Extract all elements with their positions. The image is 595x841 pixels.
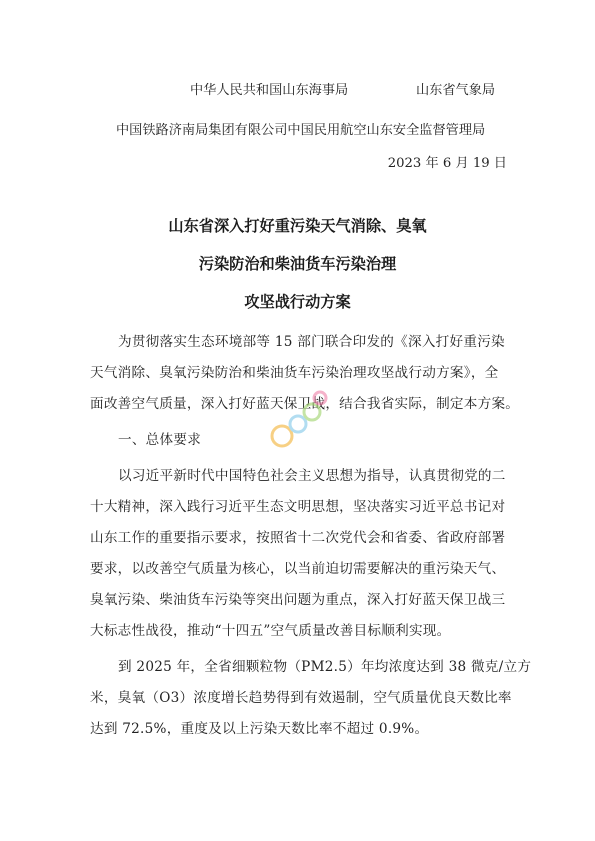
- document-title-line-3: 攻坚战行动方案: [244, 293, 351, 311]
- paragraph-target-line: 到 2025 年，全省细颗粒物（PM2.5）年均浓度达到 38 微克/立方: [118, 659, 532, 675]
- paragraph-target-line: 米，臭氧（O3）浓度增长趋势得到有效遏制，空气质量优良天数比率: [90, 690, 512, 706]
- paragraph-intro-line: 为贯彻落实生态环境部等 15 部门联合印发的《深入打好重污染: [118, 334, 505, 350]
- section-heading: 一、总体要求: [118, 432, 202, 448]
- issuing-agency-railway-aviation: 中国铁路济南局集团有限公司中国民用航空山东安全监督管理局: [116, 123, 486, 138]
- paragraph-guideline-line: 大标志性战役，推动“十四五”空气质量改善目标顺利实现。: [90, 623, 451, 639]
- issuing-agency-msa: 中华人民共和国山东海事局: [190, 83, 349, 98]
- paragraph-intro-line: 天气消除、臭氧污染防治和柴油货车污染治理攻坚战行动方案》，全: [90, 365, 499, 381]
- document-title-line-1: 山东省深入打好重污染天气消除、臭氧: [168, 217, 427, 235]
- issuing-agency-meteorological: 山东省气象局: [416, 83, 496, 98]
- paragraph-intro-line: 面改善空气质量，深入打好蓝天保卫战，结合我省实际，制定本方案。: [90, 396, 520, 412]
- paragraph-guideline-line: 臭氧污染、柴油货车污染等突出问题为重点，深入打好蓝天保卫战三: [90, 592, 506, 608]
- paragraph-guideline-line: 山东工作的重要指示要求，按照省十二次党代会和省委、省政府部署: [90, 530, 506, 546]
- cloud-watermark-logo: [258, 384, 336, 462]
- paragraph-guideline-line: 十大精神，深入践行习近平生态文明思想，坚决落实习近平总书记对: [90, 499, 506, 515]
- issue-date: 2023 年 6 月 19 日: [387, 156, 507, 171]
- paragraph-target-line: 达到 72.5%，重度及以上污染天数比率不超过 0.9%。: [90, 721, 429, 737]
- paragraph-guideline-line: 以习近平新时代中国特色社会主义思想为指导，认真贯彻党的二: [118, 468, 506, 484]
- paragraph-guideline-line: 要求，以改善空气质量为核心，以当前迫切需要解决的重污染天气、: [90, 561, 506, 577]
- cloud-watermark-icon: [272, 392, 326, 446]
- document-title-line-2: 污染防治和柴油货车污染治理: [198, 255, 397, 273]
